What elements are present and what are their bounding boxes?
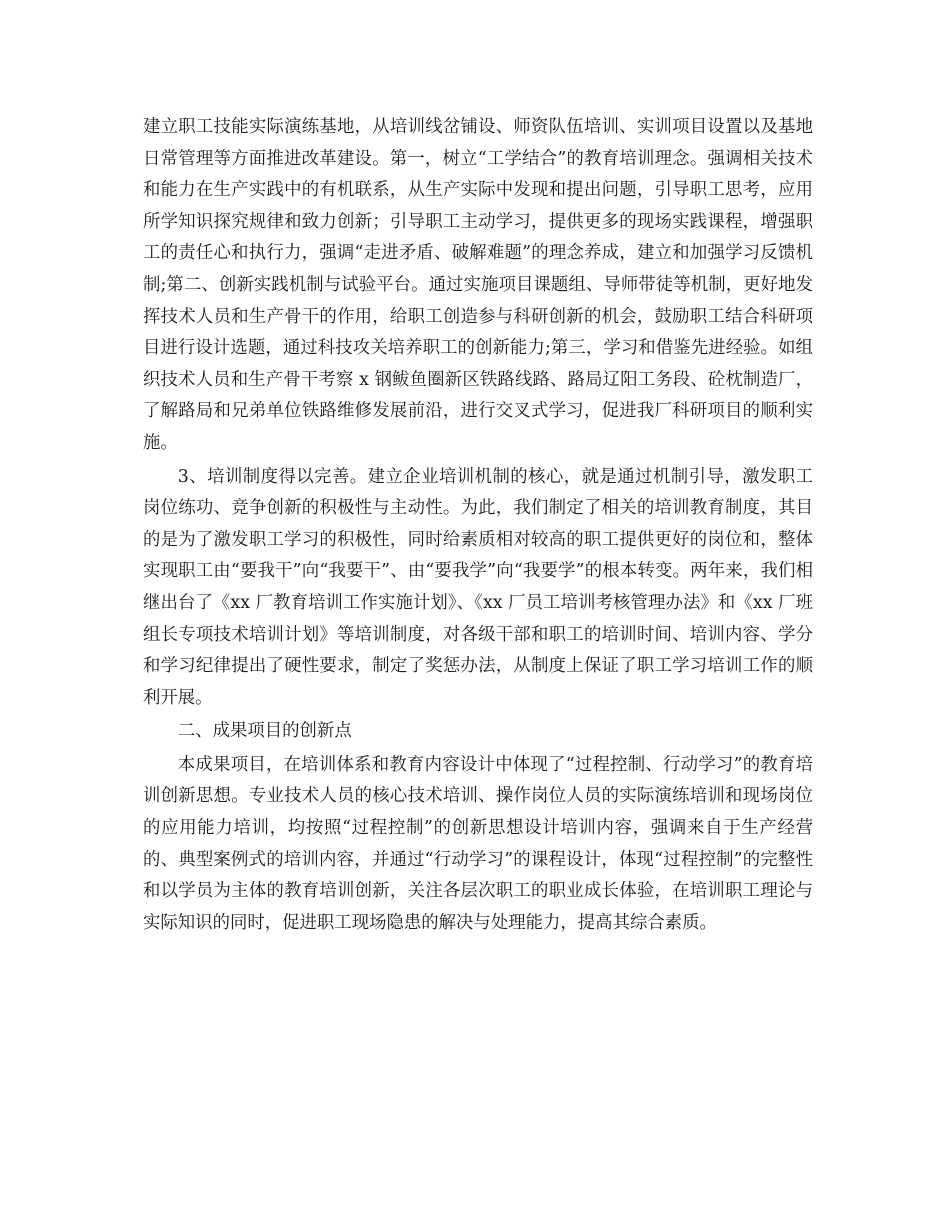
section-heading-innovation: 二、成果项目的创新点 — [177, 721, 352, 742]
document-body — [143, 112, 813, 941]
paragraph-training-system: 3、培训制度得以完善。建立企业培训机制的核心，就是通过机制引导，激发职工岗位练功、竞争创新的积极性与主动性。为此，我们制定了相关的培训教育制度，其目的是为了激发职工学习的积极性，同时给素质相对较高的职工提供更好的岗位和，整体实现职工由“要我干”向“我要干”、由“要我学”向“我要学”的根本转变。两年来，我们相继出台了《xx 厂教育培训工作实施计划》、《xx 厂员工培训考核管理办法》和《xx 厂班组长专项技术培训计划》等培训制度，对各级干部和职工的培训时间、培训内容、学分和学习纪律提出了硬性要求，制定了奖惩办法，从制度上保证了职工学习培训工作的顺利开展。 — [143, 466, 813, 708]
paragraph-innovation: 本成果项目，在培训体系和教育内容设计中体现了“过程控制、行动学习”的教育培训创新思想。专业技术人员的核心技术培训、操作岗位人员的实际演练培训和现场岗位的应用能力培训，均按照“过程控制”的创新思想设计培训内容，强调来自于生产经营的、典型案例式的培训内容，并通过“行动学习”的课程设计，体现“过程控制”的完整性和以学员为主体的教育培训创新，关注各层次职工的职业成长体验，在培训职工理论与实际知识的同时，促进职工现场隐患的解决与处理能力，提高其综合素质。 — [143, 754, 813, 933]
paragraph-practice-base: 建立职工技能实际演练基地，从培训线岔铺设、师资队伍培训、实训项目设置以及基地日常管理等方面推进改革建设。第一，树立“工学结合”的教育培训理念。强调相关技术和能力在生产实践中的有机联系，从生产实际中发现和提出问题，引导职工思考，应用所学知识探究规律和致力创新；引导职工主动学习，提供更多的现场实践课程，增强职工的责任心和执行力，强调“走进矛盾、破解难题”的理念养成，建立和加强学习反馈机制;第二、创新实践机制与试验平台。通过实施项目课题组、导师带徒等机制，更好地发挥技术人员和生产骨干的作用，给职工创造参与科研创新的机会，鼓励职工结合科研项目进行设计选题，通过科技攻关培养职工的创新能力;第三，学习和借鉴先进经验。如组织技术人员和生产骨干考察 x 钢鲅鱼圈新区铁路线路、路局辽阳工务段、砼枕制造厂，了解路局和兄弟单位铁路维修发展前沿，进行交叉式学习，促进我厂科研项目的顺利实施。 — [143, 117, 813, 453]
